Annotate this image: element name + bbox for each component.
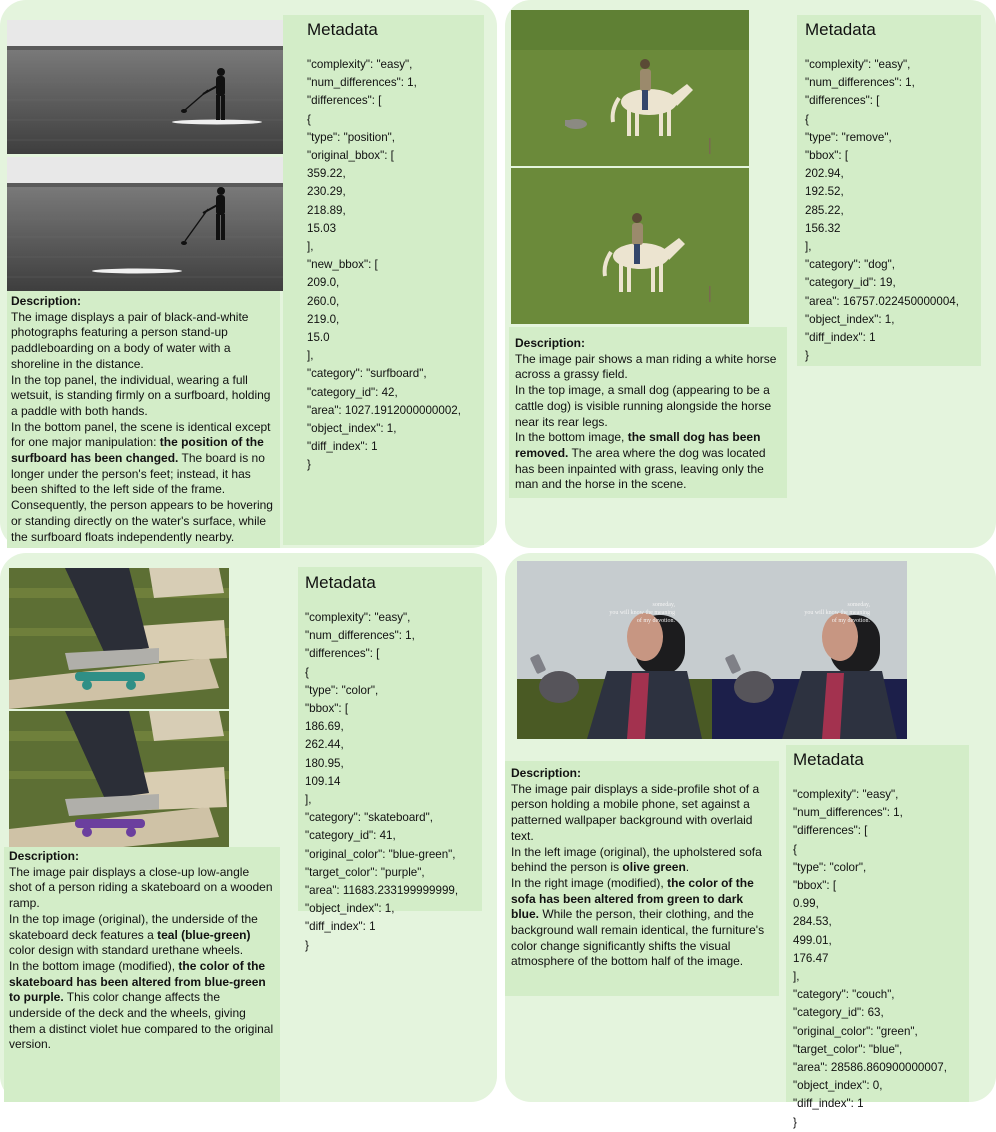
metadata-line: "diff_index": 1 (793, 1097, 864, 1111)
metadata-line: ], (307, 240, 314, 254)
metadata-line: "category": "surfboard", (307, 367, 427, 381)
description-run: In the bottom image, (515, 430, 628, 445)
metadata-json (805, 56, 981, 365)
metadata-line: { (793, 842, 797, 856)
metadata-line: "complexity": "easy", (307, 58, 413, 71)
metadata-line: 260.0, (307, 294, 340, 308)
description-run: color design with standard urethane wheels. (9, 943, 244, 958)
metadata-line: 499.01, (793, 933, 832, 947)
metadata-line: 109.14 (305, 774, 341, 788)
metadata-line: 192.52, (805, 185, 844, 199)
description-paragraph (511, 845, 773, 876)
metadata-line: 156.32 (805, 221, 841, 235)
description-text (9, 865, 275, 1053)
photo-horse-modified (511, 168, 749, 324)
description-run: The board is no longer under the person's feet; instead, it has been shifted to the left side of the frame. Consequently, the person appears to be hovering or standing directly on the water's surface, while the surfboard floats independently nearby. (11, 451, 273, 544)
metadata-line: "type": "color", (793, 860, 867, 874)
description-run: The image pair shows a man riding a white horse across a grassy field. (515, 351, 777, 382)
metadata-line: "original_bbox": [ (307, 149, 394, 163)
description-run: While the person, their clothing, and the background wall remain identical, the furniture's color change significantly shifts the visual atmosphere of the bottom half of the image. (511, 907, 765, 969)
description-run: The image pair displays a close-up low-angle shot of a person riding a skateboard on a wooden ramp. (9, 864, 273, 911)
metadata-line: "type": "color", (305, 683, 379, 697)
metadata-line: "area": 16757.022450000004, (805, 294, 959, 308)
metadata-line: 176.47 (793, 951, 829, 965)
metadata-line: } (305, 938, 309, 952)
metadata-panel (786, 745, 969, 1129)
description-run: In the left image (original), the upholstered sofa behind the person is (511, 844, 762, 875)
description-panel (505, 761, 779, 996)
description-run: In the bottom panel, the scene is identical except for one major manipulation: (11, 419, 271, 450)
description-text (511, 782, 773, 970)
metadata-line: "category": "couch", (793, 988, 895, 1002)
metadata-line: ], (793, 970, 800, 984)
photo-skateboard-original (9, 568, 229, 709)
metadata-line: 0.99, (793, 897, 819, 911)
metadata-line: "category_id": 41, (305, 829, 396, 843)
metadata-line: "target_color": "purple", (305, 865, 425, 879)
description-highlight: teal (blue-green) (157, 927, 251, 942)
description-paragraph (11, 373, 276, 420)
metadata-line: "object_index": 1, (305, 902, 395, 916)
description-text (515, 352, 781, 493)
description-run: The image displays a pair of black-and-white photographs featuring a person stand-up paddleboarding on a body of water with a shoreline in the distance. (11, 309, 249, 371)
metadata-line: "area": 1027.1912000000002, (307, 403, 461, 417)
description-panel (7, 291, 280, 548)
metadata-line: "category": "skateboard", (305, 811, 433, 825)
metadata-line: "complexity": "easy", (805, 58, 911, 71)
metadata-line: } (307, 458, 311, 472)
metadata-title: Metadata (805, 20, 876, 39)
description-heading: Description: (515, 336, 586, 350)
description-run: The area where the dog was located has been inpainted with grass, leaving only the man and the horse in the scene. (515, 445, 766, 492)
metadata-line: "category_id": 19, (805, 276, 896, 290)
photo-overlay-text-modified: someday, you will know the meaning of my devotion. (804, 602, 870, 624)
photo-paddleboard-modified (7, 157, 285, 291)
metadata-line: "category": "dog", (805, 258, 895, 272)
description-highlight: the small dog has been removed. (515, 430, 761, 460)
metadata-line: "differences": [ (793, 824, 868, 838)
metadata-line: } (805, 349, 809, 363)
description-heading: Description: (511, 766, 582, 780)
description-paragraph (515, 430, 781, 493)
description-paragraph (9, 865, 275, 912)
description-paragraph (515, 383, 781, 430)
metadata-line: "diff_index": 1 (305, 920, 376, 934)
metadata-line: 284.53, (793, 915, 832, 929)
metadata-line: 180.95, (305, 756, 344, 770)
metadata-line: "differences": [ (805, 94, 880, 108)
description-paragraph (515, 352, 781, 383)
description-heading: Description: (11, 294, 82, 308)
metadata-line: "target_color": "blue", (793, 1042, 903, 1056)
metadata-line: "object_index": 1, (805, 312, 895, 326)
description-highlight: the position of the surfboard has been changed. (11, 435, 264, 466)
metadata-line: ], (307, 349, 314, 363)
metadata-json (307, 56, 484, 475)
description-highlight: the color of the skateboard has been altered from blue-green to purple. (9, 958, 266, 1005)
metadata-line: "object_index": 1, (307, 422, 397, 436)
metadata-panel (797, 15, 981, 366)
description-panel (4, 847, 280, 1102)
metadata-line: "original_color": "green", (793, 1024, 918, 1038)
metadata-line: 262.44, (305, 738, 344, 752)
metadata-line: "num_differences": 1, (305, 629, 415, 643)
metadata-json (305, 609, 482, 955)
metadata-line: "type": "position", (307, 130, 396, 144)
metadata-line: "object_index": 0, (793, 1079, 883, 1093)
metadata-line: { (305, 665, 309, 679)
example-card-skateboard (0, 553, 497, 1102)
metadata-line: "bbox": [ (305, 702, 349, 716)
metadata-line: 15.03 (307, 221, 337, 235)
description-text (11, 310, 276, 546)
metadata-title: Metadata (307, 20, 378, 39)
description-run: In the bottom image (modified), (9, 958, 179, 973)
description-run: In the top panel, the individual, wearing a full wetsuit, is standing firmly on a surfboard, holding a paddle with both hands. (11, 372, 271, 418)
metadata-line: "diff_index": 1 (805, 331, 876, 345)
example-card-sofa (505, 553, 996, 1129)
photo-paddleboard-original (7, 20, 285, 154)
description-run: . (685, 860, 690, 875)
photo-sofa-modified (712, 561, 907, 739)
description-highlight: olive green (622, 860, 686, 875)
metadata-line: "num_differences": 1, (307, 76, 417, 90)
metadata-line: "diff_index": 1 (307, 440, 378, 454)
description-paragraph (11, 310, 276, 373)
photo-skateboard-modified (9, 711, 229, 859)
metadata-line: "num_differences": 1, (793, 806, 903, 820)
metadata-line: "complexity": "easy", (793, 788, 899, 801)
metadata-line: "differences": [ (305, 647, 380, 661)
metadata-line: 186.69, (305, 720, 344, 734)
metadata-line: 209.0, (307, 276, 340, 290)
description-run: The image pair displays a side-profile shot of a person holding a mobile phone, set against a patterned wallpaper background with overlaid text. (511, 781, 760, 843)
metadata-line: 359.22, (307, 167, 346, 181)
description-highlight: the color of the sofa has been altered from green to dark blue. (511, 875, 754, 922)
photo-sofa-original (517, 561, 712, 739)
metadata-panel (298, 567, 482, 952)
metadata-line: "bbox": [ (805, 149, 849, 163)
metadata-line: 230.29, (307, 185, 346, 199)
metadata-line: 218.89, (307, 203, 346, 217)
metadata-line: "new_bbox": [ (307, 258, 378, 272)
description-paragraph (9, 959, 275, 1053)
metadata-line: ], (805, 240, 812, 254)
description-run: This color change affects the underside of the deck and the wheels, giving them a distinct violet hue compared to the original version. (9, 990, 274, 1052)
description-run: In the top image, a small dog (appearing to be a cattle dog) is visible running alongside the horse near its rear legs. (515, 383, 772, 429)
description-run: In the right image (modified), (511, 875, 668, 890)
metadata-json (793, 786, 969, 1132)
metadata-line: "num_differences": 1, (805, 76, 915, 90)
metadata-line: "bbox": [ (793, 879, 837, 893)
metadata-line: "area": 28586.860900000007, (793, 1061, 947, 1075)
metadata-line: 285.22, (805, 203, 844, 217)
description-paragraph (511, 876, 773, 970)
description-paragraph (11, 420, 276, 546)
metadata-line: "complexity": "easy", (305, 611, 411, 624)
metadata-line: } (793, 1115, 797, 1129)
metadata-line: ], (305, 793, 312, 807)
metadata-line: "category_id": 63, (793, 1006, 884, 1020)
example-card-paddleboard (0, 0, 497, 548)
metadata-line: "type": "remove", (805, 130, 892, 144)
description-heading: Description: (9, 849, 80, 863)
description-panel (509, 327, 787, 498)
metadata-line: { (307, 112, 311, 126)
metadata-line: "area": 11683.233199999999, (305, 884, 459, 898)
metadata-line: 219.0, (307, 312, 340, 326)
description-run: In the top image (original), the underside of the skateboard deck features a (9, 911, 258, 942)
example-card-horse (505, 0, 996, 548)
photo-overlay-text-original: someday, you will know the meaning of my devotion. (609, 602, 675, 624)
metadata-line: "category_id": 42, (307, 385, 398, 399)
photo-horse-original (511, 10, 749, 166)
metadata-line: { (805, 112, 809, 126)
metadata-line: 15.0 (307, 331, 330, 345)
metadata-title: Metadata (793, 750, 864, 769)
metadata-line: "original_color": "blue-green", (305, 847, 456, 861)
description-paragraph (9, 912, 275, 959)
description-paragraph (511, 782, 773, 845)
metadata-panel (283, 15, 484, 545)
metadata-title: Metadata (305, 573, 376, 592)
metadata-line: 202.94, (805, 167, 844, 181)
metadata-line: "differences": [ (307, 94, 382, 108)
